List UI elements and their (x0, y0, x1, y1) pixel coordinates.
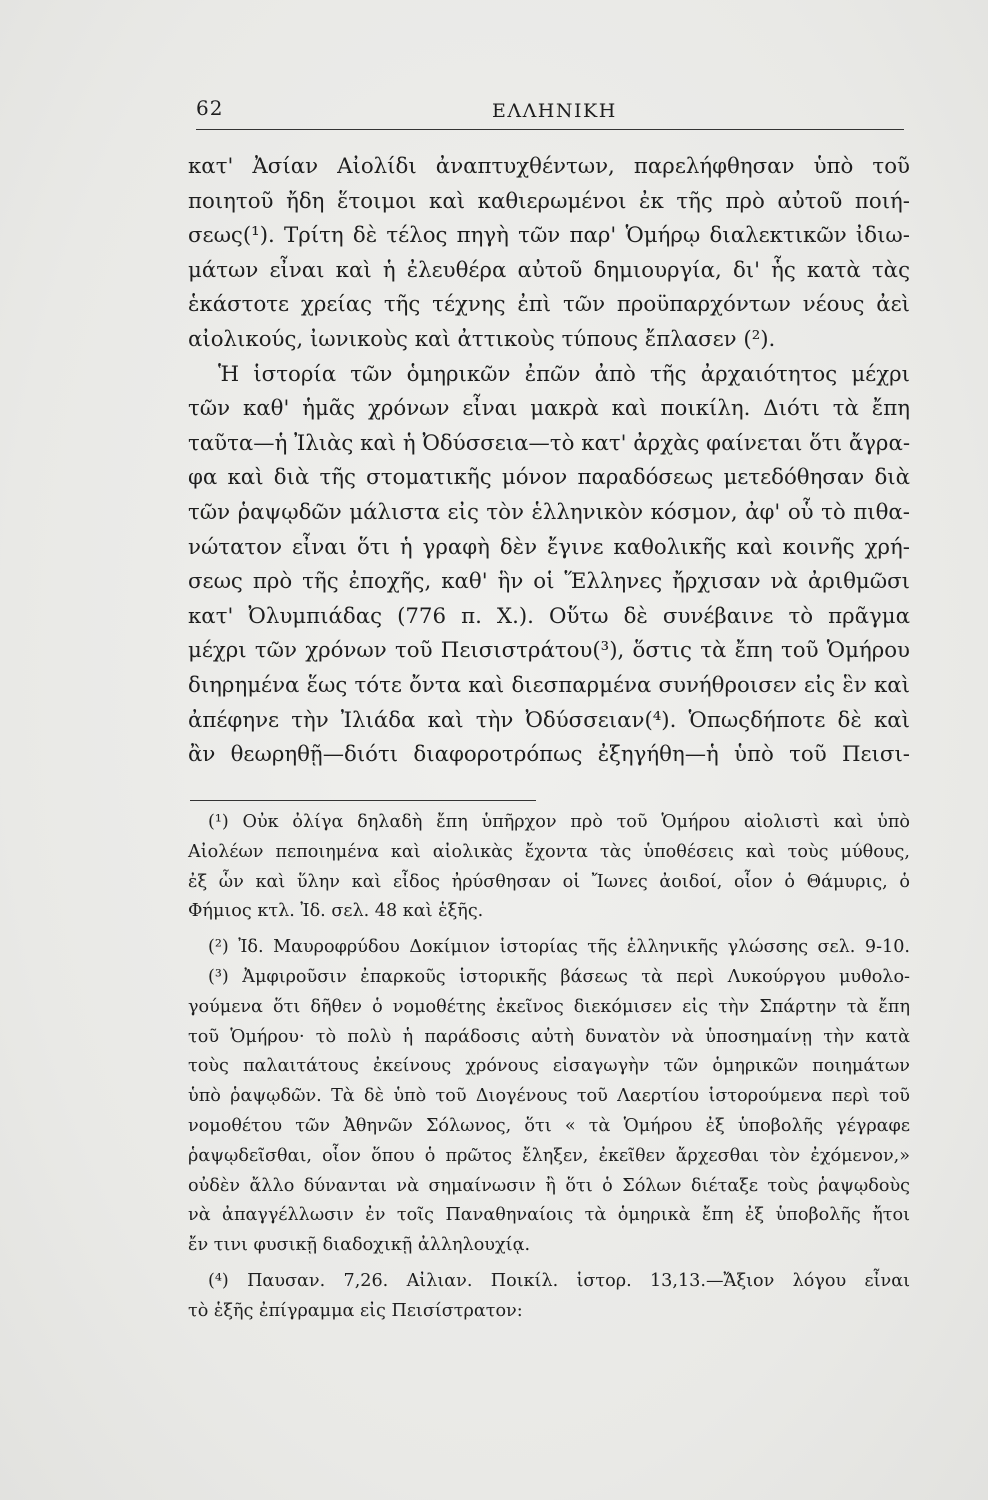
text-line: νώτατον εἶναι ὅτι ἡ γραφὴ δὲν ἔγινε καθολικῆς καὶ κοινῆς χρή- (188, 534, 910, 560)
text-line: τῶν καθ' ἡμᾶς χρόνων εἶναι μακρὰ καὶ ποικίλη. Διότι τὰ ἔπη (188, 396, 910, 422)
header-rule (196, 129, 904, 130)
text-line: κατ' Ὀλυμπιάδας (776 π. Χ.). Οὕτω δὲ συνέβαινε τὸ πρᾶγμα (188, 603, 910, 629)
text-line: ἑκάστοτε χρείας τῆς τέχνης ἐπὶ τῶν προϋπαρχόντων νέους ἀεὶ (188, 292, 910, 318)
page-header (196, 96, 906, 132)
footnote-line: (³) Ἀμφιροῦσιν ἐπαρκοῦς ἱστορικῆς βάσεως τὰ περὶ Λυκούργου μυθολο- (208, 966, 910, 987)
footnote-line: (¹) Οὐκ ὀλίγα δηλαδὴ ἔπη ὑπῆρχον πρὸ τοῦ Ὁμήρου αἰολιστὶ καὶ ὑπὸ (208, 812, 910, 832)
footnote-line: νὰ ἀπαγγέλλωσιν ἐν τοῖς Παναθηναίοις τὰ ὁμηρικὰ ἔπη ἐξ ὑποβολῆς ἤτοι (188, 1205, 910, 1226)
footnote-line: (²) Ἰδ. Μαυροφρύδου Δοκίμιον ἱστορίας τῆς ἑλληνικῆς γλώσσης σελ. 9-10. (208, 937, 910, 958)
text-line: τῶν ῥαψῳδῶν μάλιστα εἰς τὸν ἑλληνικὸν κόσμον, ἀφ' οὗ τὸ πιθα- (188, 499, 910, 525)
text-line: αἰολικούς, ἰωνικοὺς καὶ ἀττικοὺς τύπους ἔπλασεν (²). (188, 326, 776, 352)
text-line: φα καὶ διὰ τῆς στοματικῆς μόνον παραδόσεως μετεδόθησαν διὰ (188, 465, 910, 491)
footnote-line: γούμενα ὅτι δῆθεν ὁ νομοθέτης ἐκεῖνος διεκόμισεν εἰς τὴν Σπάρτην τὰ ἔπη (188, 996, 910, 1017)
footnote-rule (190, 800, 536, 801)
text-line: κατ' Ἀσίαν Αἰολίδι ἀναπτυχθέντων, παρελήφθησαν ὑπὸ τοῦ (188, 154, 910, 179)
footnote-line: οὐδὲν ἄλλο δύνανται νὰ σημαίνωσιν ἢ ὅτι ὁ Σόλων διέταξε τοὺς ῥαψῳδοὺς (188, 1175, 910, 1196)
footnote-line: Αἰολέων πεποιημένα καὶ αἰολικὰς ἔχοντα τὰς ὑποθέσεις καὶ τοὺς μύθους, (188, 841, 910, 862)
footnotes (188, 808, 910, 1327)
text-line: σεως(¹). Τρίτη δὲ τέλος πηγὴ τῶν παρ' Ὁμήρῳ διαλεκτικῶν ἰδιω- (188, 223, 910, 249)
text-line: σεως πρὸ τῆς ἐποχῆς, καθ' ἣν οἱ Ἕλληνες ἤρχισαν νὰ ἀριθμῶσι (188, 569, 910, 595)
footnote-line: τοῦ Ὁμήρου· τὸ πολὺ ἡ παράδοσις αὐτὴ δυνατὸν νὰ ὑποσημαίνῃ τὴν κατὰ (188, 1026, 910, 1047)
page-number: 62 (196, 96, 224, 120)
running-title: ΕΛΛΗΝΙΚΗ (492, 100, 617, 122)
text-line: ταῦτα—ἡ Ἰλιὰς καὶ ἡ Ὀδύσσεια—τὸ κατ' ἀρχὰς φαίνεται ὅτι ἄγρα- (188, 430, 911, 456)
footnote-line: τοὺς παλαιτάτους ἐκείνους χρόνους εἰσαγωγὴν τῶν ὁμηρικῶν ποιημάτων (188, 1056, 910, 1077)
footnote-line: (⁴) Παυσαν. 7,26. Αἰλιαν. Ποικίλ. ἱστορ. 13,13.—Ἄξιον λόγου εἶναι (208, 1270, 910, 1291)
text-line: ἀπέφηνε τὴν Ἰλιάδα καὶ τὴν Ὀδύσσειαν(⁴). Ὁπωςδήποτε δὲ καὶ (188, 707, 910, 733)
main-text (188, 150, 910, 773)
text-line: Ἡ ἱστορία τῶν ὁμηρικῶν ἐπῶν ἀπὸ τῆς ἀρχαιότητος μέχρι (218, 361, 910, 387)
text-line: μέχρι τῶν χρόνων τοῦ Πεισιστράτου(³), ὅστις τὰ ἔπη τοῦ Ὁμήρου (188, 638, 910, 664)
text-line: διηρημένα ἕως τότε ὄντα καὶ διεσπαρμένα συνήθροισεν εἰς ἓν καὶ (188, 672, 910, 698)
text-line: ἂν θεωρηθῇ—διότι διαφοροτρόπως ἐξηγήθη—ἡ ὑπὸ τοῦ Πεισι- (188, 742, 910, 768)
text-line: μάτων εἶναι καὶ ἡ ἐλευθέρα αὐτοῦ δημιουργία, δι' ἧς κατὰ τὰς (188, 257, 910, 283)
footnote-line: ῥαψῳδεῖσθαι, οἷον ὅπου ὁ πρῶτος ἔληξεν, ἐκεῖθεν ἄρχεσθαι τὸν ἐχόμενον,» (188, 1145, 910, 1166)
footnote-line: ἔν τινι φυσικῇ διαδοχικῇ ἀλληλουχίᾳ. (188, 1235, 531, 1256)
footnote-line: τὸ ἑξῆς ἐπίγραμμα εἰς Πεισίστρατον: (188, 1300, 523, 1321)
footnote-line: Φήμιος κτλ. Ἰδ. σελ. 48 καὶ ἑξῆς. (188, 901, 484, 922)
footnote-line: ἐξ ὧν καὶ ὕλην καὶ εἶδος ἠρύσθησαν οἱ Ἴωνες ἀοιδοί, οἷον ὁ Θάμυρις, ὁ (188, 871, 910, 892)
footnote-line: νομοθέτου τῶν Ἀθηνῶν Σόλωνος, ὅτι « τὰ Ὁμήρου ἐξ ὑποβολῆς γέγραφε (188, 1115, 910, 1136)
text-line: ποιητοῦ ἤδη ἕτοιμοι καὶ καθιερωμένοι ἐκ τῆς πρὸ αὐτοῦ ποιή- (188, 188, 910, 214)
footnote-line: ὑπὸ ῥαψῳδῶν. Τὰ δὲ ὑπὸ τοῦ Διογένους τοῦ Λαερτίου ἱστορούμενα περὶ τοῦ (188, 1086, 910, 1107)
